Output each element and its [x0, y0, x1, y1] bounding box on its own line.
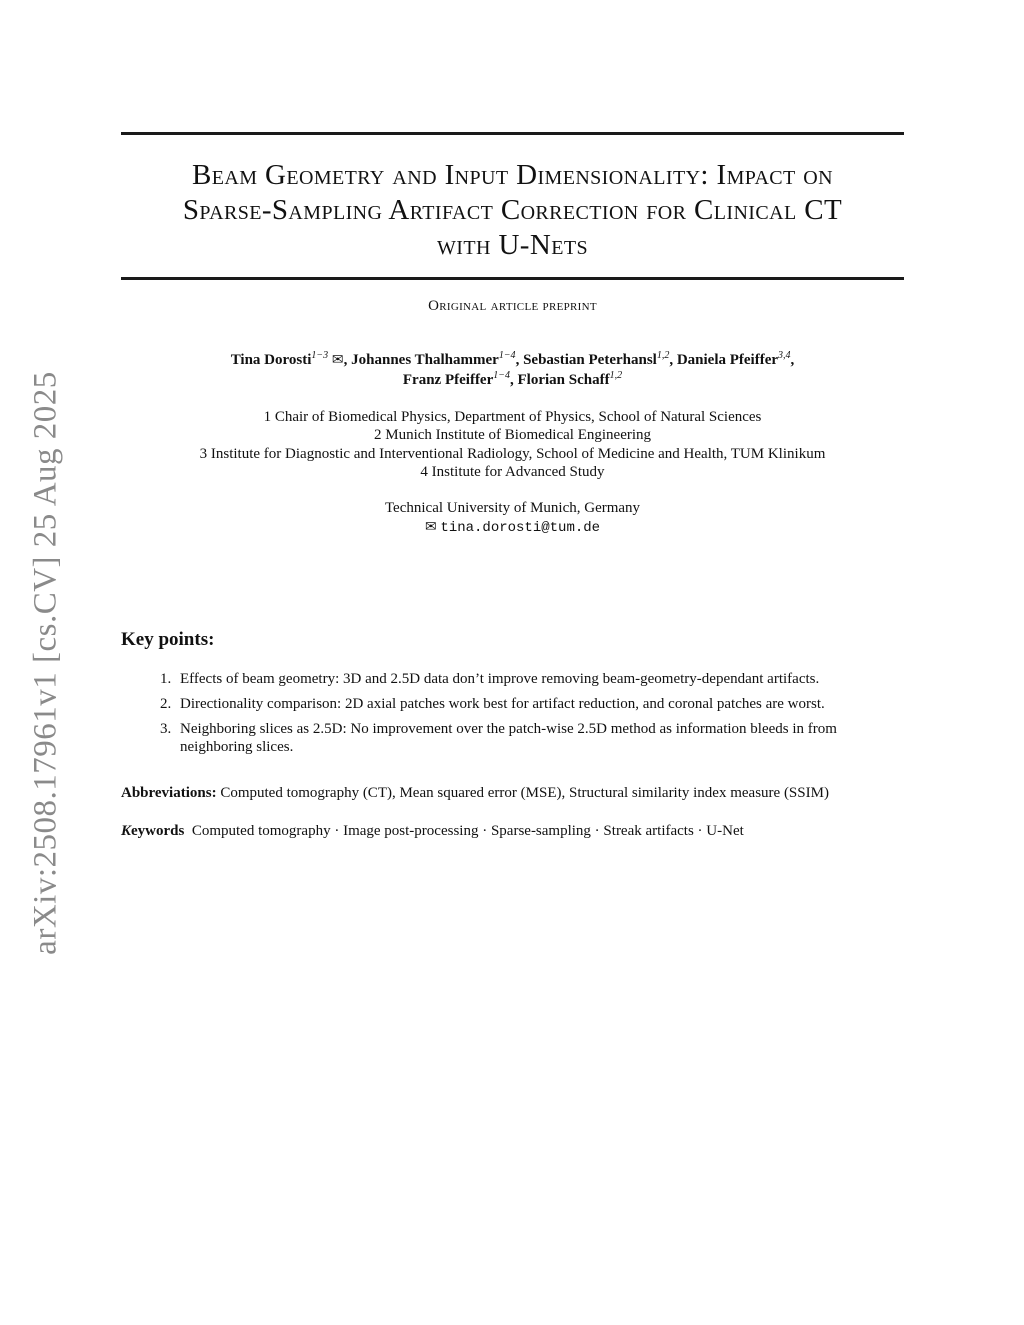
author-name: Johannes Thalhammer — [351, 352, 499, 368]
keywords-label-rest: eywords — [131, 823, 185, 839]
author-affiliation: 1,2 — [656, 350, 670, 361]
key-point-item — [121, 720, 911, 756]
key-point-text: Effects of beam geometry: 3D and 2.5D data don’t improve removing beam-geometry-dependant artifacts. — [180, 671, 820, 687]
title-line-3: with U-Nets — [437, 229, 588, 261]
author-name: Daniela Pfeiffer — [676, 352, 779, 368]
author-name: Franz Pfeiffer — [402, 372, 494, 388]
article-type: Original article preprint — [428, 298, 597, 314]
email-line — [121, 518, 904, 538]
envelope-icon: ✉ — [424, 519, 437, 535]
author-affiliation: 1−4 — [493, 370, 510, 381]
title-line-1: Beam Geometry and Input Dimensionality: Impact on — [192, 159, 833, 191]
author-line-1: Tina Dorosti$^{1-3}$ ✉, Johannes Thalhammer$^{1-4}$, Sebastian Peterhansl$^{1,2}$, Daniela Pfeiffer$^{3,4}$, — [230, 350, 795, 368]
key-points-heading: Key points: — [121, 629, 215, 650]
author-affiliation: 1−4 — [498, 350, 516, 361]
key-point-item — [121, 670, 911, 688]
contact-block — [121, 499, 904, 538]
title-rule-bottom — [121, 277, 904, 280]
abbreviations-text: Computed tomography (CT), Mean squared error (MSE), Structural similarity index measure (SSIM) — [220, 785, 829, 801]
title-rule-top — [121, 132, 904, 135]
keywords-label-initial: K — [121, 823, 132, 839]
author-name: Sebastian Peterhansl — [523, 352, 657, 368]
key-point-text: Directionality comparison: 2D axial patches work best for artifact reduction, and coronal patches are worst. — [180, 696, 825, 712]
arxiv-id: arXiv:2508.17961v1 [cs.CV] 25 Aug 2025 — [27, 371, 64, 955]
paper-title — [121, 158, 904, 263]
keywords-text: Computed tomography · Image post-processing · Sparse-sampling · Streak artifacts · U-Net — [191, 823, 744, 839]
author-affiliation: 1,2 — [609, 370, 623, 381]
abbreviations-label: Abbreviations: — [121, 785, 217, 801]
key-point-text: Neighboring slices as 2.5D: No improvement over the patch-wise 2.5D method as information bleeds in from neighboring slices. — [180, 721, 837, 755]
keywords-label — [121, 823, 184, 839]
affiliation-item: 2 Munich Institute of Biomedical Engineering — [373, 427, 652, 444]
author-affiliation: 3,4 — [778, 350, 791, 361]
abbreviations — [121, 785, 921, 802]
author-name: Tina Dorosti — [230, 352, 312, 368]
key-point-number: 1. — [160, 671, 172, 687]
arxiv-sidebar-stamp — [0, 0, 64, 955]
affiliation-list — [121, 408, 904, 481]
keywords — [121, 823, 921, 840]
title-line-2: Sparse-Sampling Artifact Correction for Clinical CT — [182, 194, 843, 226]
affiliation-item: 1 Chair of Biomedical Physics, Department of Physics, School of Natural Sciences — [263, 409, 762, 425]
author-name: Florian Schaff — [517, 372, 610, 388]
key-points-list — [121, 670, 911, 763]
university: Technical University of Munich, Germany — [384, 500, 641, 516]
affiliation-item: 3 Institute for Diagnostic and Interventional Radiology, School of Medicine and Health, TUM Klinikum — [199, 445, 826, 462]
key-point-number: 3. — [160, 721, 172, 737]
key-point-item — [121, 695, 911, 713]
email-link[interactable]: tina.dorosti@tum.de — [440, 520, 601, 536]
key-point-number: 2. — [160, 696, 172, 712]
envelope-icon[interactable]: ✉ — [331, 352, 344, 368]
author-affiliation: 1−3 — [311, 350, 329, 361]
author-list — [121, 350, 904, 390]
affiliation-item: 4 Institute for Advanced Study — [420, 463, 605, 480]
author-line-2: Franz Pfeiffer$^{1-4}$, Florian Schaff$^{1,2}$ — [402, 370, 623, 388]
